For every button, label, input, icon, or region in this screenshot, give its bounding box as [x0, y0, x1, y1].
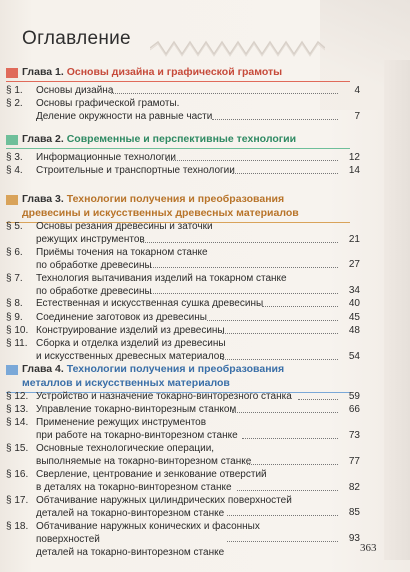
- section-title: [36, 297, 326, 310]
- dot-leader: [222, 333, 338, 334]
- section-title-line: Основы графической грамоты.: [36, 98, 180, 110]
- section-title-line: Обтачивание наружных конических и фасонных поверхностей: [36, 520, 260, 545]
- chapter-title-line: Технологии получения и преобразования: [63, 363, 285, 375]
- header: [0, 22, 410, 64]
- section-number: § 1.: [6, 85, 23, 96]
- section-title-line: Технология вытачивания изделий на токарном станке: [36, 272, 287, 284]
- section-title: [36, 151, 326, 164]
- section-title: [36, 84, 326, 97]
- section-number: § 16.: [6, 469, 29, 480]
- page-ref: 73: [348, 429, 360, 441]
- page-edge-shadow: [384, 60, 410, 560]
- toc-entry[interactable]: [0, 337, 370, 362]
- section-title-line: Управление токарно-винторезным станком: [36, 404, 237, 416]
- dot-leader: [232, 173, 338, 174]
- chapter-color-marker: [6, 68, 18, 78]
- page-ref: 59: [348, 391, 360, 402]
- section-title-line: Приёмы точения на токарном станке: [36, 246, 208, 258]
- page-ref: 4: [354, 85, 360, 96]
- dot-leader: [151, 293, 338, 294]
- dot-leader: [262, 306, 338, 307]
- dot-leader: [166, 160, 338, 161]
- dot-leader: [247, 464, 338, 465]
- chapter-title: [22, 362, 352, 390]
- section-number: § 17.: [6, 494, 29, 506]
- chapter-divider: [6, 148, 350, 149]
- page-ref: 7: [354, 110, 360, 122]
- page-ref: 82: [348, 481, 360, 493]
- toc-entry[interactable]: [0, 297, 370, 310]
- dot-leader: [207, 320, 338, 321]
- section-title-line: Устройство и назначение токарно-винторезного станка: [36, 391, 292, 402]
- page-ref: 40: [348, 298, 360, 310]
- section-title-line: деталей на токарно-винторезном станке: [36, 546, 225, 558]
- dot-leader: [227, 541, 338, 542]
- dot-leader: [111, 93, 338, 94]
- page-ref: 66: [348, 404, 360, 416]
- section-number: § 13.: [6, 404, 29, 416]
- section-title-line: Деление окружности на равные части: [36, 111, 213, 123]
- chapter-label: Глава 3.: [22, 193, 64, 205]
- dot-leader: [298, 399, 338, 400]
- toc-entry[interactable]: [0, 151, 370, 164]
- section-number: § 10.: [6, 324, 29, 336]
- section-number: § 7.: [6, 272, 23, 284]
- chapter-title: [22, 65, 352, 79]
- section-number: § 5.: [6, 221, 23, 232]
- section-title-line: Соединение заготовок из древесины: [36, 311, 207, 323]
- chapter-title: [22, 192, 352, 220]
- zigzag-ornament-icon: [150, 38, 325, 58]
- page-ref: 12: [348, 152, 360, 163]
- toc-entry[interactable]: [0, 390, 370, 403]
- chapter-color-marker: [6, 135, 18, 145]
- section-title-line: Строительные и транспортные технологии: [36, 165, 235, 177]
- chapter-color-marker: [6, 195, 18, 205]
- section-title-line: по обработке древесины: [36, 259, 152, 271]
- chapter-label: Глава 2.: [22, 133, 64, 145]
- section-number: § 2.: [6, 98, 23, 110]
- chapter-color-marker: [6, 365, 18, 375]
- toc-entry[interactable]: [0, 220, 370, 245]
- page-title: Оглавление: [22, 28, 131, 49]
- section-number: § 14.: [6, 417, 29, 429]
- section-title-line: при работе на токарно-винторезном станке: [36, 430, 238, 442]
- page-ref: 48: [348, 324, 360, 336]
- section-title-line: деталей на токарно-винторезном станке: [36, 507, 225, 519]
- section-title-line: и искусственных древесных материалов: [36, 351, 225, 362]
- section-number: § 8.: [6, 298, 23, 310]
- section-title-line: Применение режущих инструментов: [36, 417, 207, 429]
- section-number: § 11.: [6, 338, 28, 349]
- section-title-line: по обработке древесины: [36, 285, 152, 297]
- chapter-label: Глава 4.: [22, 363, 64, 375]
- chapter-title: [22, 132, 352, 146]
- dot-leader: [232, 412, 338, 413]
- section-number: § 3.: [6, 152, 23, 163]
- page-ref: 14: [348, 165, 360, 177]
- section-title: [36, 390, 326, 403]
- section-title-line: Информационные технологии: [36, 152, 176, 163]
- toc-entry[interactable]: [0, 272, 370, 297]
- page-ref: 77: [348, 455, 360, 467]
- toc-entry[interactable]: [0, 246, 370, 271]
- toc-entry[interactable]: [0, 416, 370, 441]
- dot-leader: [222, 359, 338, 360]
- dot-leader: [237, 490, 338, 491]
- section-number: § 18.: [6, 520, 29, 532]
- section-title-line: Основы резания древесины и заточки: [36, 221, 213, 232]
- section-title: [36, 311, 326, 324]
- page-ref: 93: [348, 533, 360, 545]
- section-number: § 6.: [6, 246, 23, 258]
- page-ref: 21: [348, 233, 360, 245]
- section-number: § 15.: [6, 443, 29, 455]
- section-number: § 4.: [6, 165, 23, 177]
- toc-entry[interactable]: [0, 442, 370, 467]
- dot-leader: [212, 119, 338, 120]
- section-title: [36, 403, 326, 416]
- section-title-line: Основные технологические операции,: [36, 443, 215, 455]
- section-title-line: выполняемые на токарно-винторезном станке: [36, 456, 252, 468]
- section-title-line: Естественная и искусственная сушка древесины: [36, 298, 264, 310]
- toc-entry[interactable]: [0, 324, 370, 337]
- page-ref: 45: [348, 311, 360, 323]
- chapter-title-line: древесины и искусственных древесных материалов: [22, 207, 299, 219]
- page-ref: 34: [348, 285, 360, 297]
- toc-entry[interactable]: [0, 494, 370, 519]
- dot-leader: [227, 515, 338, 516]
- dot-leader: [141, 242, 338, 243]
- section-title-line: режущих инструментов: [36, 234, 145, 245]
- toc-entry[interactable]: [0, 311, 370, 324]
- dot-leader: [151, 267, 338, 268]
- section-title-line: Обтачивание наружных цилиндрических поверхностей: [36, 494, 292, 506]
- chapter-title-line: металлов и искусственных материалов: [22, 377, 230, 389]
- toc-entry[interactable]: [0, 97, 370, 122]
- section-title-line: Основы дизайна: [36, 85, 114, 96]
- page-ref: 85: [348, 507, 360, 519]
- dot-leader: [242, 438, 338, 439]
- toc-entry[interactable]: [0, 164, 370, 177]
- chapter-title-line: Технологии получения и преобразования: [63, 193, 285, 205]
- section-title: [36, 520, 326, 559]
- section-title-line: в деталях на токарно-винторезном станке: [36, 482, 232, 493]
- toc-entry[interactable]: [0, 403, 370, 416]
- section-number: § 12.: [6, 391, 29, 402]
- page-ref: 27: [348, 259, 360, 271]
- chapter-title-line: Основы дизайна и графической грамоты: [63, 66, 283, 78]
- section-title: [36, 164, 326, 177]
- toc-entry[interactable]: [0, 468, 370, 493]
- section-number: § 9.: [6, 311, 23, 323]
- page-number: 363: [360, 542, 377, 554]
- section-title: [36, 324, 326, 337]
- section-title-line: Конструирование изделий из древесины: [36, 324, 225, 336]
- chapter-label: Глава 1.: [22, 66, 64, 78]
- section-title-line: Сверление, центрование и зенкование отверстий: [36, 469, 267, 480]
- section-title-line: Сборка и отделка изделий из древесины: [36, 338, 226, 349]
- toc-entry[interactable]: [0, 84, 370, 97]
- page-ref: 54: [348, 350, 360, 362]
- chapter-title-line: Современные и перспективные технологии: [63, 133, 297, 145]
- chapter-divider: [6, 81, 350, 82]
